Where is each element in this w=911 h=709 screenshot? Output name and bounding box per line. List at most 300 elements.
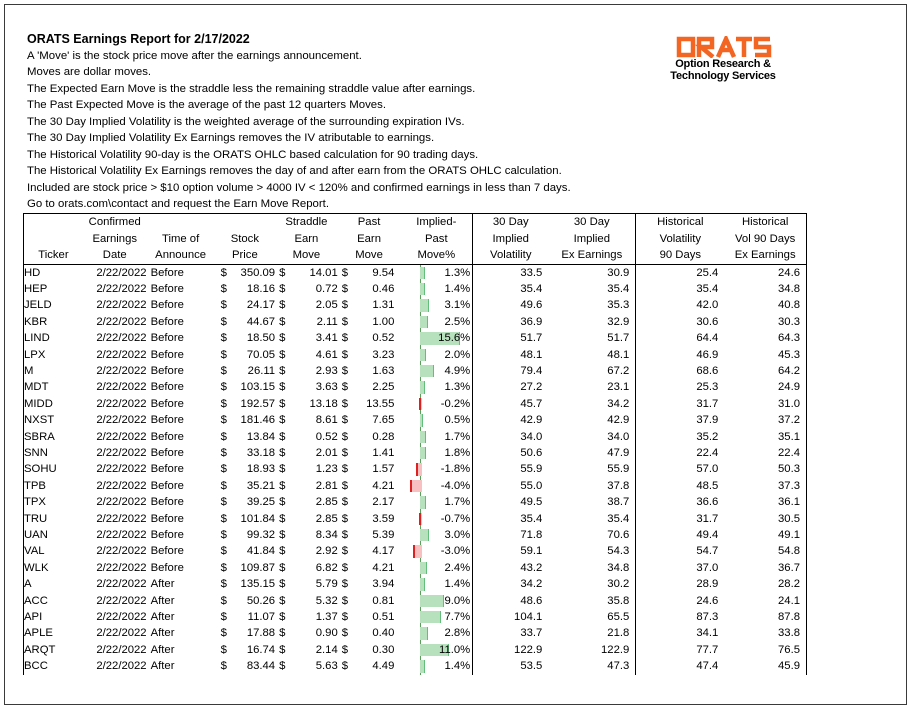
- cell-straddle-move: 0.72: [315, 282, 338, 295]
- cell-past-move: 9.54: [372, 266, 395, 279]
- cell-time: Before: [150, 266, 184, 279]
- cell-implied-past-pct: [400, 560, 472, 576]
- header-date: Date: [83, 247, 147, 264]
- implied-move-bar: [420, 283, 425, 295]
- cell-past-move: 13.55: [366, 397, 395, 410]
- cell-dollar-past: $: [341, 381, 349, 394]
- cell-straddle-move: 0.52: [315, 430, 338, 443]
- cell-hv90: 49.4: [696, 529, 719, 541]
- cell-implied-past-pct: [400, 314, 472, 330]
- cell-time: After: [150, 643, 175, 656]
- table-row: [24, 511, 807, 527]
- cell-stock-price: 50.26: [246, 594, 276, 607]
- cell-iv-ex-earnings: 32.9: [548, 314, 635, 330]
- cell-iv30: 34.0: [520, 430, 543, 443]
- cell-iv-ex-earnings: 35.3: [548, 297, 635, 313]
- cell-iv30: 45.7: [520, 397, 543, 410]
- cell-hv-ex-earnings: 87.8: [724, 609, 806, 625]
- cell-dollar-stock: $: [220, 348, 227, 361]
- cell-dollar-straddle: $: [279, 529, 286, 541]
- cell-time: Before: [150, 414, 184, 427]
- header-iv30: Implied: [492, 232, 529, 245]
- cell-implied-past-pct: [400, 363, 472, 379]
- cell-ticker: NXST: [24, 412, 83, 428]
- cell-stock-price: 109.87: [240, 561, 276, 574]
- cell-time: After: [150, 627, 175, 640]
- cell-stock-price: 13.84: [246, 430, 276, 443]
- header-ticker: Ticker: [24, 247, 83, 264]
- cell-hv90: 47.4: [696, 660, 719, 673]
- cell-past-move: 3.59: [372, 512, 395, 525]
- cell-dollar-past: $: [341, 332, 349, 345]
- cell-past-move: 2.17: [372, 496, 395, 509]
- cell-stock-price: 101.84: [240, 512, 276, 525]
- cell-dollar-straddle: $: [279, 430, 286, 443]
- cell-past-move: 0.52: [372, 332, 395, 345]
- cell-dollar-past: $: [341, 529, 349, 541]
- cell-time: Before: [150, 299, 184, 312]
- cell-hv90: 31.7: [696, 512, 719, 525]
- cell-straddle-move: 5.32: [315, 594, 338, 607]
- cell-iv-ex-earnings: 47.3: [548, 658, 635, 674]
- cell-hv-ex-earnings: 54.8: [724, 543, 806, 559]
- cell-dollar-past: $: [341, 299, 349, 312]
- cell-iv-ex-earnings: 23.1: [548, 379, 635, 395]
- table-header: [24, 214, 807, 265]
- table-row: [24, 625, 807, 641]
- cell-implied-past-pct: [400, 658, 472, 674]
- cell-stock-price: 70.05: [246, 348, 276, 361]
- orats-logo: [670, 36, 776, 82]
- cell-ticker: MDT: [24, 379, 83, 395]
- cell-iv-ex-earnings: 30.2: [548, 576, 635, 592]
- cell-dollar-stock: $: [220, 364, 227, 377]
- implied-move-value: 2.8%: [444, 627, 471, 640]
- cell-iv-ex-earnings: 54.3: [548, 543, 635, 559]
- cell-iv-ex-earnings: 35.4: [548, 511, 635, 527]
- cell-ticker: A: [24, 576, 83, 592]
- note-line: The Past Expected Move is the average of the past 12 quarters Moves.: [27, 99, 386, 112]
- cell-iv30: 36.9: [520, 315, 543, 328]
- cell-past-move: 4.17: [372, 545, 395, 558]
- table-row: [24, 330, 807, 346]
- cell-ticker: BCC: [24, 658, 83, 674]
- cell-date: 2/22/2022: [96, 315, 147, 328]
- cell-straddle-move: 13.18: [309, 397, 338, 410]
- cell-ticker: MIDD: [24, 396, 83, 412]
- cell-iv-ex-earnings: 37.8: [548, 478, 635, 494]
- cell-implied-past-pct: [400, 543, 472, 559]
- implied-move-bar: [413, 545, 423, 557]
- cell-implied-past-pct: [400, 625, 472, 641]
- cell-date: 2/22/2022: [96, 529, 147, 541]
- cell-straddle-move: 2.93: [315, 364, 338, 377]
- implied-move-value: 2.4%: [444, 561, 471, 574]
- table-row: [24, 543, 807, 559]
- cell-past-move: 1.57: [372, 463, 395, 476]
- cell-implied-past-pct: [400, 429, 472, 445]
- cell-iv30: 51.7: [520, 332, 543, 345]
- implied-move-bar: [420, 267, 424, 279]
- cell-dollar-stock: $: [220, 512, 227, 525]
- cell-iv-ex-earnings: 34.8: [548, 560, 635, 576]
- implied-move-bar: [419, 398, 422, 410]
- cell-iv-ex-earnings: 122.9: [548, 642, 635, 658]
- cell-date: 2/22/2022: [96, 332, 147, 345]
- cell-iv-ex-earnings: 35.4: [548, 281, 635, 297]
- cell-date: 2/22/2022: [96, 364, 147, 377]
- cell-iv30: 43.2: [520, 561, 543, 574]
- implied-move-value: 3.0%: [444, 529, 471, 541]
- cell-dollar-past: $: [341, 364, 349, 377]
- implied-move-bar: [420, 414, 422, 426]
- implied-move-value: 7.7%: [444, 611, 471, 624]
- cell-implied-past-pct: [400, 379, 472, 395]
- note-line: The Historical Volatility 90-day is the ORATS OHLC based calculation for 90 trading days.: [27, 148, 479, 161]
- header-hv: 90 Days: [636, 247, 725, 264]
- cell-hv-ex-earnings: 22.4: [724, 445, 806, 461]
- cell-straddle-move: 8.61: [315, 414, 338, 427]
- cell-ticker: VAL: [24, 543, 83, 559]
- cell-dollar-straddle: $: [279, 594, 286, 607]
- cell-dollar-stock: $: [220, 529, 227, 541]
- cell-straddle-move: 0.90: [315, 627, 338, 640]
- table-row: [24, 347, 807, 363]
- cell-dollar-past: $: [341, 561, 349, 574]
- cell-hv90: 68.6: [696, 364, 719, 377]
- cell-hv-ex-earnings: 37.2: [724, 412, 806, 428]
- cell-implied-past-pct: [400, 264, 472, 281]
- cell-dollar-straddle: $: [279, 463, 286, 476]
- cell-iv-ex-earnings: 34.0: [548, 429, 635, 445]
- cell-date: 2/22/2022: [96, 545, 147, 558]
- cell-ticker: SNN: [24, 445, 83, 461]
- cell-iv30: 122.9: [514, 643, 543, 656]
- cell-straddle-move: 6.82: [315, 561, 338, 574]
- implied-move-bar: [419, 513, 423, 525]
- cell-dollar-stock: $: [220, 430, 227, 443]
- implied-move-bar: [420, 578, 425, 590]
- cell-hv-ex-earnings: 64.2: [724, 363, 806, 379]
- header-time: Time of: [161, 232, 200, 245]
- implied-move-bar: [416, 463, 423, 475]
- cell-implied-past-pct: [400, 642, 472, 658]
- implied-move-value: 2.0%: [444, 348, 471, 361]
- table-row: [24, 494, 807, 510]
- implied-move-value: 1.7%: [444, 430, 471, 443]
- cell-dollar-straddle: $: [279, 364, 286, 377]
- cell-dollar-stock: $: [220, 627, 227, 640]
- implied-move-bar: [420, 431, 425, 443]
- cell-iv-ex-earnings: 65.5: [548, 609, 635, 625]
- cell-past-move: 0.40: [372, 627, 395, 640]
- cell-hv90: 37.0: [696, 561, 719, 574]
- cell-date: 2/22/2022: [96, 446, 147, 459]
- table-row: [24, 445, 807, 461]
- cell-dollar-past: $: [341, 643, 349, 656]
- cell-hv-ex-earnings: 28.2: [724, 576, 806, 592]
- cell-hv90: 77.7: [696, 643, 719, 656]
- table-row: [24, 314, 807, 330]
- cell-implied-past-pct: [400, 527, 472, 543]
- cell-hv-ex-earnings: 45.3: [724, 347, 806, 363]
- cell-dollar-past: $: [341, 545, 349, 558]
- header-ticker: [24, 231, 83, 248]
- cell-hv90: 30.6: [696, 315, 719, 328]
- cell-hv-ex-earnings: 49.1: [724, 527, 806, 543]
- cell-ticker: KBR: [24, 314, 83, 330]
- cell-dollar-stock: $: [220, 332, 227, 345]
- implied-move-bar: [420, 595, 444, 607]
- header-ticker: [24, 214, 83, 231]
- implied-move-value: -3.0%: [440, 545, 471, 558]
- cell-stock-price: 83.44: [246, 660, 276, 673]
- note-line: The 30 Day Implied Volatility Ex Earnings removes the IV atributable to earnings.: [27, 132, 435, 145]
- cell-stock-price: 103.15: [240, 381, 276, 394]
- cell-dollar-stock: $: [220, 578, 227, 591]
- cell-straddle-move: 3.41: [315, 332, 338, 345]
- cell-hv-ex-earnings: 36.7: [724, 560, 806, 576]
- cell-iv30: 35.4: [520, 512, 543, 525]
- cell-date: 2/22/2022: [96, 496, 147, 509]
- cell-dollar-past: $: [341, 315, 349, 328]
- cell-dollar-stock: $: [220, 299, 227, 312]
- report-notes: [27, 48, 667, 213]
- cell-dollar-straddle: $: [279, 561, 286, 574]
- report-title: ORATS Earnings Report for 2/17/2022: [27, 32, 250, 46]
- cell-hv-ex-earnings: 35.1: [724, 429, 806, 445]
- implied-move-bar: [420, 611, 440, 623]
- cell-date: 2/22/2022: [96, 561, 147, 574]
- cell-iv30: 34.2: [520, 578, 543, 591]
- table-row: [24, 379, 807, 395]
- implied-move-bar: [420, 447, 426, 459]
- cell-past-move: 4.49: [372, 660, 395, 673]
- cell-iv30: 48.6: [520, 594, 543, 607]
- cell-hv90: 48.5: [696, 479, 719, 492]
- header-iv30: 30 Day: [492, 216, 529, 228]
- note-line: A 'Move' is the stock price move after the earnings announcement.: [27, 50, 362, 62]
- cell-dollar-straddle: $: [279, 545, 286, 558]
- implied-move-value: 1.7%: [444, 496, 471, 509]
- header-stock: Price: [215, 247, 275, 264]
- cell-dollar-past: $: [341, 446, 349, 459]
- logo-line-2: Technology Services: [670, 70, 776, 82]
- cell-iv-ex-earnings: 42.9: [548, 412, 635, 428]
- cell-hv90: 28.9: [696, 578, 719, 591]
- cell-hv90: 35.2: [696, 430, 719, 443]
- header-stock: [215, 214, 275, 231]
- cell-stock-price: 33.18: [246, 446, 276, 459]
- cell-ticker: HEP: [24, 281, 83, 297]
- cell-ticker: SBRA: [24, 429, 83, 445]
- cell-implied-past-pct: [400, 330, 472, 346]
- cell-dollar-stock: $: [220, 479, 227, 492]
- header-ivex: Ex Earnings: [548, 247, 635, 264]
- note-line: The Historical Volatility Ex Earnings removes the day of and after earn from the ORATS OHLC calculation.: [27, 165, 562, 178]
- cell-date: 2/22/2022: [96, 463, 147, 476]
- implied-move-value: 11.0%: [439, 643, 471, 656]
- cell-ticker: SOHU: [24, 461, 83, 477]
- cell-iv30: 59.1: [520, 545, 543, 558]
- cell-dollar-straddle: $: [279, 446, 286, 459]
- cell-time: Before: [150, 381, 184, 394]
- cell-straddle-move: 2.85: [315, 496, 338, 509]
- note-line: The 30 Day Implied Volatility is the weighted average of the surrounding expiration IVs.: [27, 115, 465, 128]
- cell-stock-price: 11.07: [247, 611, 276, 624]
- cell-past-move: 5.39: [372, 529, 395, 541]
- cell-hv-ex-earnings: 31.0: [724, 396, 806, 412]
- implied-move-value: 1.4%: [444, 660, 471, 673]
- cell-stock-price: 26.11: [247, 364, 276, 377]
- cell-implied-past-pct: [400, 494, 472, 510]
- cell-time: Before: [150, 364, 184, 377]
- cell-straddle-move: 4.61: [315, 348, 338, 361]
- cell-iv-ex-earnings: 48.1: [548, 347, 635, 363]
- cell-hv-ex-earnings: 24.1: [724, 593, 806, 609]
- cell-dollar-stock: $: [220, 397, 227, 410]
- cell-dollar-straddle: $: [279, 299, 286, 312]
- cell-iv-ex-earnings: 51.7: [548, 330, 635, 346]
- cell-dollar-past: $: [341, 512, 349, 525]
- cell-dollar-straddle: $: [279, 611, 286, 624]
- header-past: Past: [357, 216, 381, 228]
- cell-iv30: 55.0: [520, 479, 543, 492]
- cell-stock-price: 99.32: [246, 529, 276, 541]
- earnings-table: [23, 213, 807, 675]
- table-row: [24, 609, 807, 625]
- cell-straddle-move: 1.23: [315, 463, 338, 476]
- cell-implied-past-pct: [400, 511, 472, 527]
- implied-move-bar: [420, 349, 426, 361]
- cell-hv90: 36.6: [696, 496, 719, 509]
- cell-time: Before: [150, 496, 184, 509]
- cell-time: Before: [150, 430, 184, 443]
- cell-dollar-past: $: [341, 430, 349, 443]
- cell-time: Before: [150, 446, 184, 459]
- cell-dollar-straddle: $: [279, 660, 286, 673]
- cell-straddle-move: 3.63: [315, 381, 338, 394]
- cell-straddle-move: 2.81: [315, 479, 338, 492]
- cell-dollar-stock: $: [220, 282, 227, 295]
- header-hvex: Ex Earnings: [724, 247, 806, 264]
- cell-iv30: 33.7: [520, 627, 543, 640]
- cell-dollar-stock: $: [220, 414, 227, 427]
- implied-move-value: -4.0%: [440, 479, 471, 492]
- table-row: [24, 576, 807, 592]
- implied-move-value: -1.8%: [440, 463, 471, 476]
- cell-stock-price: 39.25: [246, 496, 276, 509]
- table-row: [24, 264, 807, 281]
- cell-date: 2/22/2022: [96, 381, 147, 394]
- cell-time: After: [150, 594, 175, 607]
- implied-move-value: 1.3%: [444, 266, 471, 279]
- cell-time: Before: [150, 463, 184, 476]
- note-line: Go to orats.com\contact and request the Earn Move Report.: [27, 198, 330, 211]
- cell-dollar-stock: $: [220, 611, 227, 624]
- cell-dollar-stock: $: [220, 496, 227, 509]
- cell-iv-ex-earnings: 21.8: [548, 625, 635, 641]
- implied-move-bar: [420, 496, 425, 508]
- cell-ticker: APLE: [24, 625, 83, 641]
- table-row: [24, 363, 807, 379]
- implied-move-bar: [420, 627, 428, 639]
- cell-straddle-move: 2.92: [315, 545, 338, 558]
- cell-past-move: 0.30: [372, 643, 395, 656]
- note-line: Included are stock price > $10 option volume > 4000 IV < 120% and confirmed earnings in less than 7 days.: [27, 181, 571, 194]
- cell-iv-ex-earnings: 34.2: [548, 396, 635, 412]
- cell-hv-ex-earnings: 30.5: [724, 511, 806, 527]
- cell-hv-ex-earnings: 33.8: [724, 625, 806, 641]
- cell-hv90: 87.3: [696, 611, 719, 624]
- cell-time: Before: [150, 529, 184, 541]
- header-hvex: Historical: [724, 214, 806, 231]
- cell-hv-ex-earnings: 36.1: [724, 494, 806, 510]
- cell-date: 2/22/2022: [96, 578, 147, 591]
- cell-implied-past-pct: [400, 347, 472, 363]
- implied-move-bar: [420, 316, 427, 328]
- implied-move-value: 1.8%: [444, 446, 471, 459]
- header-straddle: Earn: [294, 232, 319, 245]
- table-row: [24, 281, 807, 297]
- cell-hv90: 46.9: [696, 348, 719, 361]
- cell-hv90: 37.9: [696, 414, 719, 427]
- implied-move-value: 0.5%: [444, 414, 471, 427]
- implied-move-value: 9.0%: [444, 594, 471, 607]
- cell-past-move: 7.65: [372, 414, 395, 427]
- cell-stock-price: 24.17: [246, 299, 276, 312]
- cell-date: 2/22/2022: [96, 660, 147, 673]
- table-row: [24, 560, 807, 576]
- cell-hv-ex-earnings: 45.9: [724, 658, 806, 674]
- header-implied: Past: [400, 231, 472, 248]
- cell-hv90: 25.4: [696, 266, 719, 279]
- cell-ticker: LIND: [24, 330, 83, 346]
- cell-past-move: 1.31: [372, 299, 395, 312]
- cell-dollar-past: $: [341, 348, 349, 361]
- table-row: [24, 642, 807, 658]
- cell-ticker: TPB: [24, 478, 83, 494]
- cell-iv30: 50.6: [520, 446, 543, 459]
- note-line: The Expected Earn Move is the straddle less the remaining straddle value after earnings.: [27, 82, 476, 95]
- cell-ticker: TRU: [24, 511, 83, 527]
- cell-hv90: 42.0: [696, 299, 719, 312]
- cell-hv90: 35.4: [696, 282, 719, 295]
- table-row: [24, 429, 807, 445]
- cell-hv-ex-earnings: 30.3: [724, 314, 806, 330]
- cell-dollar-straddle: $: [279, 643, 286, 656]
- cell-implied-past-pct: [400, 593, 472, 609]
- cell-dollar-past: $: [341, 266, 349, 279]
- cell-time: After: [150, 578, 175, 591]
- cell-implied-past-pct: [400, 396, 472, 412]
- cell-past-move: 4.21: [372, 561, 395, 574]
- header-stock: Stock: [230, 232, 259, 245]
- cell-dollar-straddle: $: [279, 381, 286, 394]
- implied-move-value: 15.6%: [438, 332, 471, 345]
- cell-dollar-stock: $: [220, 660, 227, 673]
- header-time: Announce: [147, 247, 215, 264]
- cell-straddle-move: 2.01: [315, 446, 338, 459]
- cell-time: After: [150, 611, 175, 624]
- cell-implied-past-pct: [400, 609, 472, 625]
- table-row: [24, 527, 807, 543]
- cell-stock-price: 18.93: [246, 463, 276, 476]
- table-row: [24, 396, 807, 412]
- cell-past-move: 0.28: [372, 430, 395, 443]
- header-iv30: Volatility: [473, 247, 549, 264]
- implied-move-value: 1.3%: [444, 381, 471, 394]
